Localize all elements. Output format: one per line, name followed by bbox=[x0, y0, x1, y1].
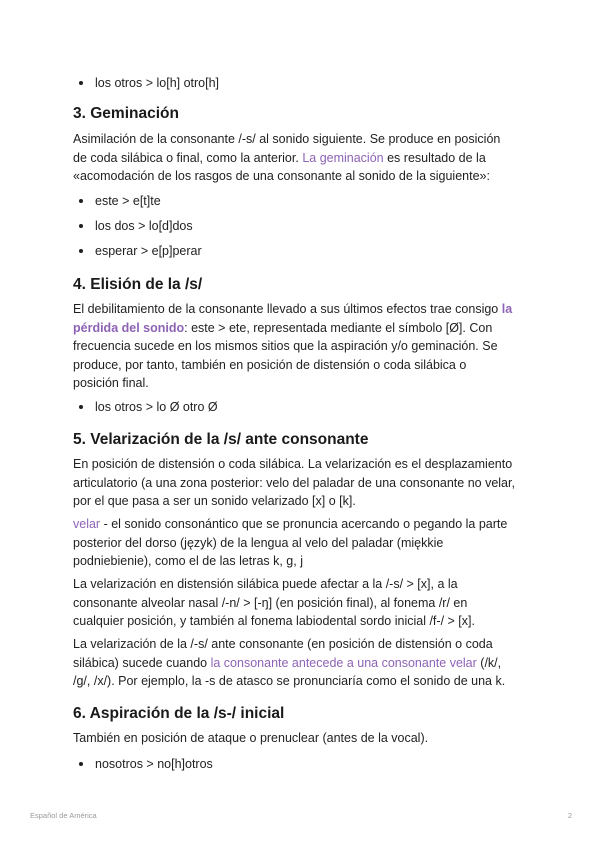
paragraph: También en posición de ataque o prenuclear (antes de la vocal). bbox=[73, 731, 429, 745]
highlight-link[interactable]: la bbox=[501, 302, 513, 316]
section-heading: 3. Geminación bbox=[73, 105, 179, 122]
bullet-icon bbox=[79, 762, 83, 766]
footer-title: Español de América bbox=[30, 811, 97, 820]
paragraph: En posición de distensión o coda silábica. La velarización es el desplazamiento articulatorio (a una zona posterior: velo del paladar de una consonante no velar, por el que pasa a ser un sonido velarizado [x] o [k]. bbox=[73, 457, 515, 508]
bullet-icon bbox=[79, 224, 83, 228]
highlight-link[interactable]: La geminación bbox=[302, 150, 384, 165]
bullet-list bbox=[73, 755, 533, 773]
list-item: los otros > lo Ø otro Ø bbox=[73, 398, 533, 416]
highlight-link[interactable]: la consonante antecede a una consonante velar bbox=[210, 655, 477, 670]
section-heading: 4. Elisión de la /s/ bbox=[73, 276, 203, 293]
list-item: este > e[t]te bbox=[73, 192, 533, 210]
bullet-list bbox=[73, 398, 533, 416]
paragraph: La velarización en distensión silábica puede afectar a la /-s/ > [x], a la consonante alveolar nasal /-n/ > [-ŋ] (en posición final), al fonema /r/ en cualquier posición, y también al fonema labiodental sordo inicial /f-/ > [x]. bbox=[73, 577, 475, 628]
paragraph: velar - el sonido consonántico que se pronuncia acercando o pegando la parte posterior del dorso (język) de la lengua al velo del paladar (miękkie podniebienie), como el de las letras k, g, j bbox=[73, 517, 508, 568]
paragraph: El debilitamiento de la consonante llevado a sus últimos efectos trae consigo la pérdida del sonido: este > ete, representada mediante el símbolo [Ø]. Con frecuencia sucede en los mismos sitios que la aspiración y/o geminación. Se produce, por tanto, también en posición de distensión o coda silábica o posición final. bbox=[73, 302, 513, 390]
list-item: los otros > lo[h] otro[h] bbox=[73, 74, 533, 92]
paragraph: La velarización de la /-s/ ante consonante (en posición de distensión o coda silábica) sucede cuando la consonante antecede a una consonante velar (/k/, /g/, /x/). Por ejemplo, la -s de atasco se pronunciaría como el sonido de una k. bbox=[73, 637, 506, 688]
highlight-link[interactable]: pérdida del sonido bbox=[73, 320, 185, 335]
section-heading: 5. Velarización de la /s/ ante consonante bbox=[73, 431, 369, 448]
bullet-icon bbox=[79, 199, 83, 203]
highlight-link[interactable]: velar bbox=[73, 517, 101, 531]
bullet-icon bbox=[79, 81, 83, 85]
page-number: 2 bbox=[567, 811, 572, 820]
bullet-icon bbox=[79, 249, 83, 253]
bullet-icon bbox=[79, 405, 83, 409]
list-item: nosotros > no[h]otros bbox=[73, 755, 533, 773]
top-bullet-list bbox=[73, 74, 533, 92]
section-heading: 6. Aspiración de la /s-/ inicial bbox=[73, 705, 285, 722]
list-item: esperar > e[p]perar bbox=[73, 242, 533, 260]
paragraph: Asimilación de la consonante /-s/ al sonido siguiente. Se produce en posición de coda silábica o final, como la anterior. La geminación es resultado de la «acomodación de los rasgos de una consonante al sonido de la siguiente»: bbox=[73, 132, 501, 183]
list-item: los dos > lo[d]dos bbox=[73, 217, 533, 235]
bullet-list bbox=[73, 192, 533, 260]
